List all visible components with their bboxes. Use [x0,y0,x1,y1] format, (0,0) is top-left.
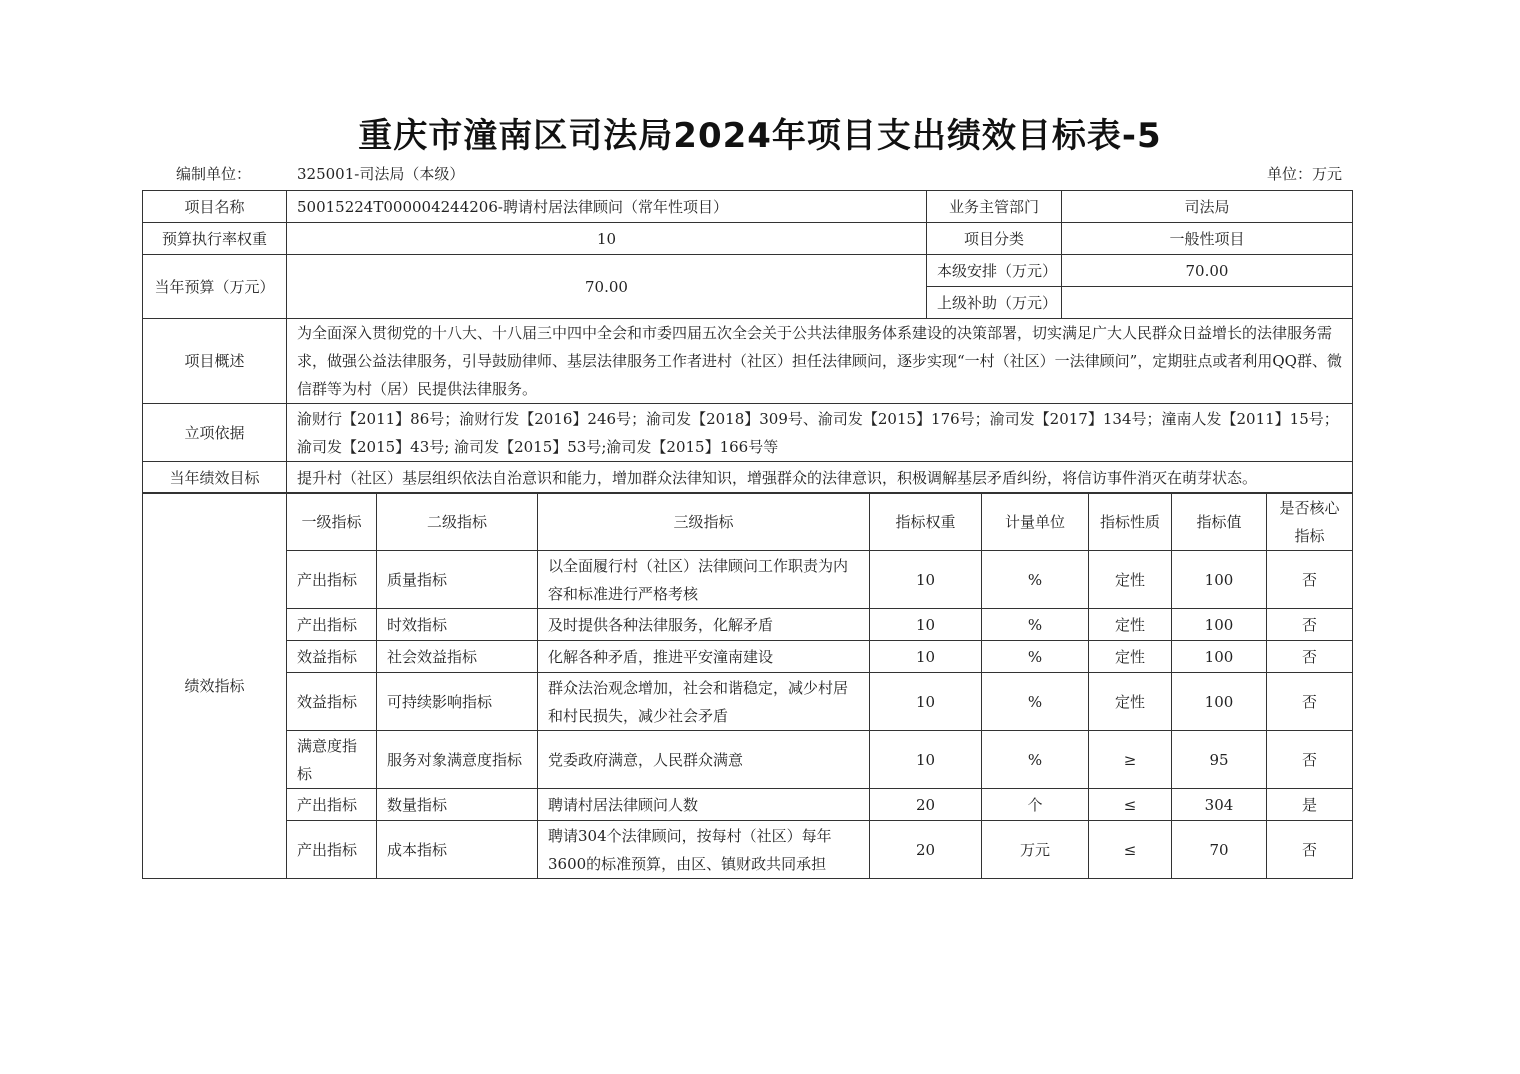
budget-value: 70.00 [287,255,927,319]
row-l1: 效益指标 [287,673,377,731]
table-row [143,551,1353,609]
prep-unit-value: 325001-司法局（本级） [297,165,465,183]
row-value: 304 [1172,789,1267,821]
row-l2: 数量指标 [377,789,538,821]
row-value: 100 [1172,551,1267,609]
row-unit: % [982,673,1089,731]
row-nature: 定性 [1089,641,1172,673]
goal-value: 提升村（社区）基层组织依法自治意识和能力，增加群众法律知识，增强群众的法律意识，积极调解基层矛盾纠纷，将信访事件消灭在萌芽状态。 [287,462,1353,494]
header-l1: 一级指标 [287,493,377,551]
row-nature: ≥ [1089,731,1172,789]
row-weight: 10 [870,731,982,789]
budget-label: 当年预算（万元） [143,255,287,319]
row-l1: 产出指标 [287,609,377,641]
row-weight: 10 [870,551,982,609]
prep-unit-label: 编制单位： [176,165,252,183]
row-unit: % [982,641,1089,673]
page-title: 重庆市潼南区司法局2024年项目支出绩效目标表-5 [358,116,1162,156]
table-row [143,673,1353,731]
overview-label: 项目概述 [143,319,287,404]
overview-value: 为全面深入贯彻党的十八大、十八届三中四中全会和市委四届五次全会关于公共法律服务体系建设的决策部署，切实满足广大人民群众日益增长的法律服务需求，做强公益法律服务，引导鼓励律师、基层法律服务工作者进村（社区）担任法律顾问，逐步实现“一村（社区）一法律顾问”，定期驻点或者利用QQ群、微信群等为村（居）民提供法律服务。 [287,319,1353,404]
row-l1: 满意度指标 [287,731,377,789]
header-nature: 指标性质 [1089,493,1172,551]
weight-label: 预算执行率权重 [143,223,287,255]
header-value: 指标值 [1172,493,1267,551]
dept-label: 业务主管部门 [927,191,1062,223]
row-weight: 20 [870,789,982,821]
goal-label: 当年绩效目标 [143,462,287,494]
table-row [143,731,1353,789]
basis-label: 立项依据 [143,404,287,462]
table-row [143,821,1353,879]
row-nature: 定性 [1089,609,1172,641]
row-l3: 党委政府满意，人民群众满意 [538,731,870,789]
row-l1: 效益指标 [287,641,377,673]
row-l1: 产出指标 [287,821,377,879]
row-l2: 服务对象满意度指标 [377,731,538,789]
row-value: 100 [1172,609,1267,641]
row-l3: 化解各种矛盾，推进平安潼南建设 [538,641,870,673]
indicator-table [142,492,1353,879]
indicators-label: 绩效指标 [143,493,287,879]
weight-value: 10 [287,223,927,255]
row-core: 否 [1267,641,1353,673]
header-core: 是否核心指标 [1267,493,1353,551]
basis-value: 渝财行【2011】86号；渝财行发【2016】246号；渝司发【2018】309号、渝司发【2015】176号；渝司发【2017】134号；潼南人发【2011】15号；渝司发【2015】43号; 渝司发【2015】53号;渝司发【2015】166号等 [287,404,1353,462]
row-core: 否 [1267,551,1353,609]
row-value: 95 [1172,731,1267,789]
row-unit: 个 [982,789,1089,821]
row-nature: ≤ [1089,821,1172,879]
row-l2: 社会效益指标 [377,641,538,673]
row-nature: 定性 [1089,551,1172,609]
row-core: 否 [1267,731,1353,789]
header-l3: 三级指标 [538,493,870,551]
row-l2: 成本指标 [377,821,538,879]
project-name-value: 50015224T000004244206-聘请村居法律顾问（常年性项目） [287,191,927,223]
superior-value [1062,287,1353,319]
local-value: 70.00 [1062,255,1353,287]
category-value: 一般性项目 [1062,223,1353,255]
header-unit: 计量单位 [982,493,1089,551]
row-l3: 群众法治观念增加，社会和谐稳定，减少村居和村民损失，减少社会矛盾 [538,673,870,731]
local-label: 本级安排（万元） [927,255,1062,287]
row-weight: 10 [870,641,982,673]
dept-value: 司法局 [1062,191,1353,223]
row-l1: 产出指标 [287,789,377,821]
row-value: 70 [1172,821,1267,879]
table-row [143,609,1353,641]
row-l2: 质量指标 [377,551,538,609]
row-core: 是 [1267,789,1353,821]
row-core: 否 [1267,609,1353,641]
row-l1: 产出指标 [287,551,377,609]
project-info-table [142,190,1353,494]
project-name-label: 项目名称 [143,191,287,223]
table-row [143,641,1353,673]
row-weight: 20 [870,821,982,879]
row-unit: % [982,731,1089,789]
row-l3: 以全面履行村（社区）法律顾问工作职责为内容和标准进行严格考核 [538,551,870,609]
category-label: 项目分类 [927,223,1062,255]
row-unit: 万元 [982,821,1089,879]
header-weight: 指标权重 [870,493,982,551]
row-l3: 及时提供各种法律服务，化解矛盾 [538,609,870,641]
row-nature: 定性 [1089,673,1172,731]
row-value: 100 [1172,673,1267,731]
row-l2: 时效指标 [377,609,538,641]
superior-label: 上级补助（万元） [927,287,1062,319]
row-value: 100 [1172,641,1267,673]
row-unit: % [982,609,1089,641]
header-l2: 二级指标 [377,493,538,551]
row-l3: 聘请304个法律顾问，按每村（社区）每年3600的标准预算，由区、镇财政共同承担 [538,821,870,879]
row-unit: % [982,551,1089,609]
row-weight: 10 [870,673,982,731]
row-core: 否 [1267,821,1353,879]
row-l3: 聘请村居法律顾问人数 [538,789,870,821]
row-l2: 可持续影响指标 [377,673,538,731]
currency-unit: 单位：万元 [1266,165,1342,183]
row-nature: ≤ [1089,789,1172,821]
row-weight: 10 [870,609,982,641]
table-row [143,789,1353,821]
row-core: 否 [1267,673,1353,731]
